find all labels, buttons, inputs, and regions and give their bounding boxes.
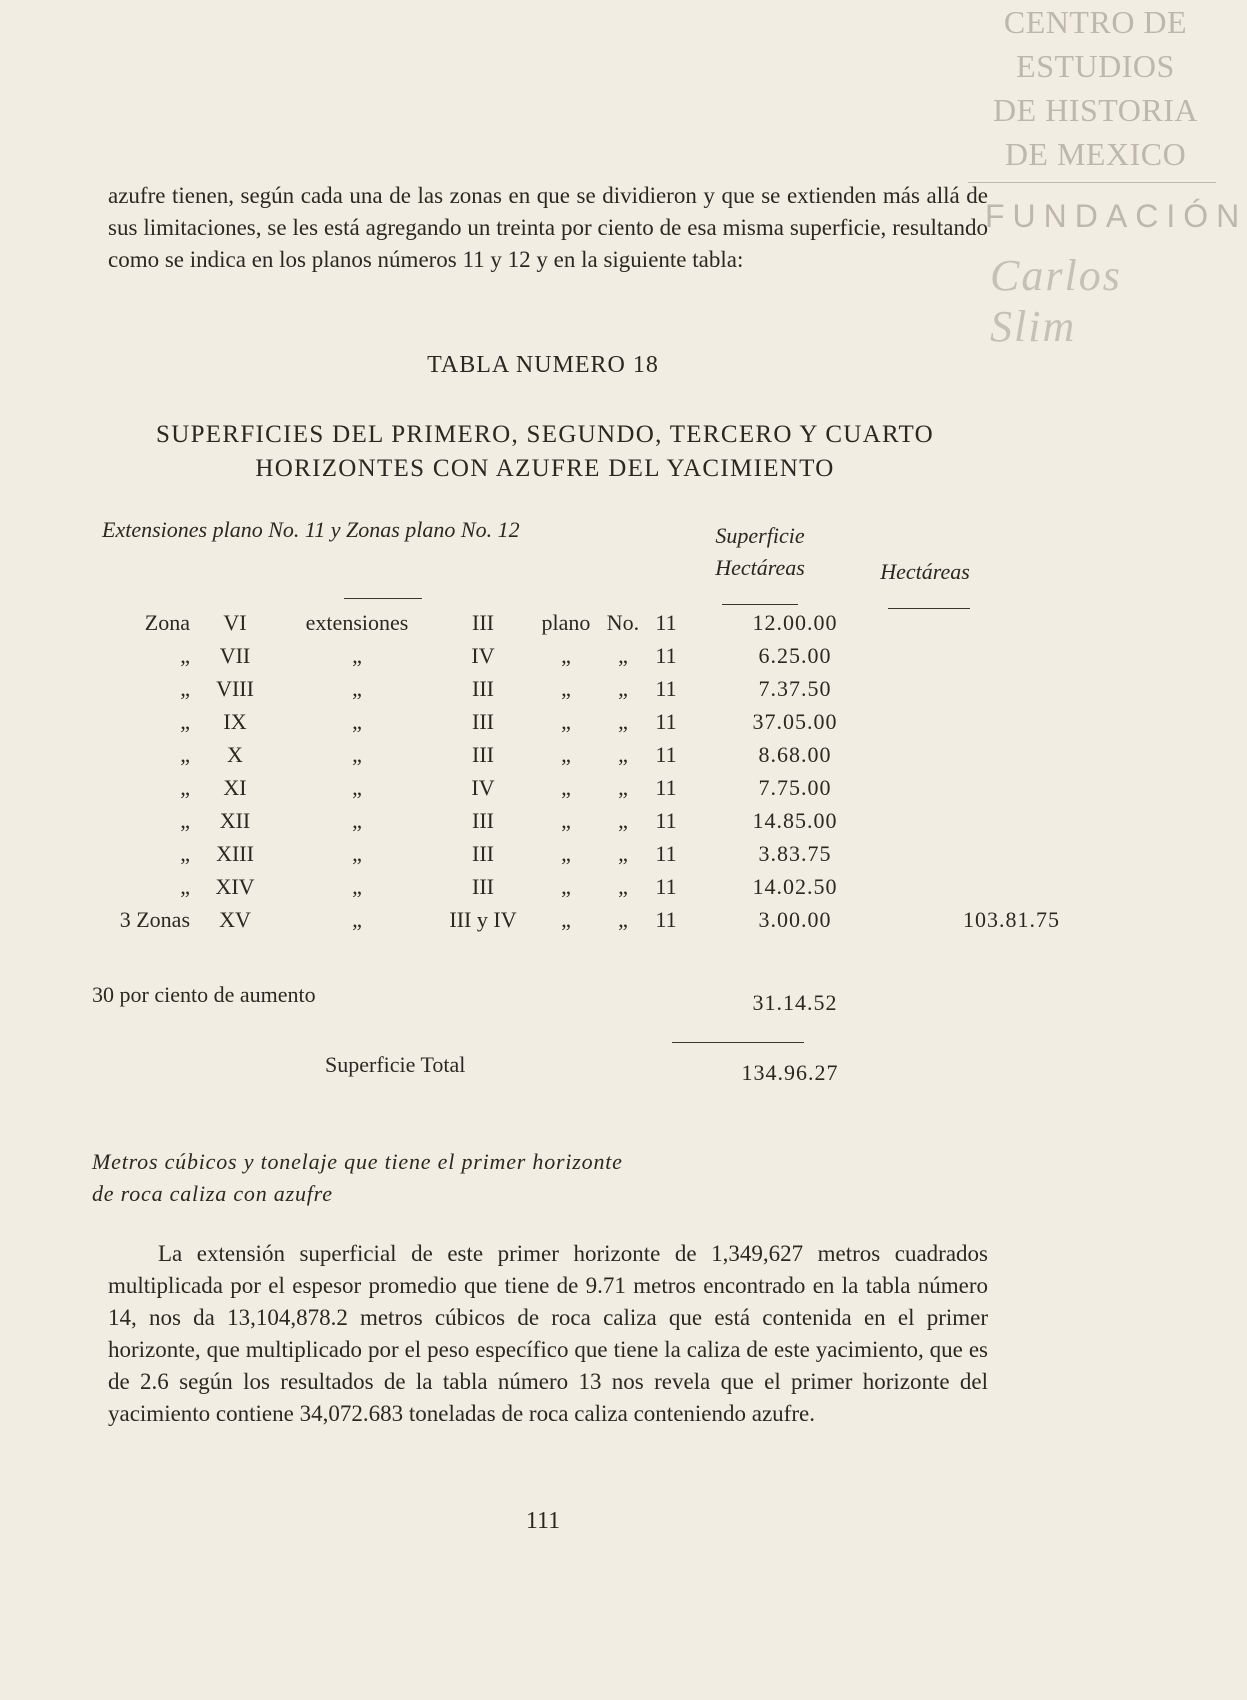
cell-plano: „ bbox=[561, 907, 571, 932]
cell-zona: „ bbox=[180, 775, 190, 800]
section-subheading bbox=[92, 1146, 623, 1210]
cell-zone-number: XI bbox=[223, 775, 247, 800]
cell-zone-number: XIII bbox=[216, 841, 254, 866]
body-paragraph-text: La extensión superficial de este primer horizonte de 1,349,627 metros cuadrados multiplicada por el espesor promedio que tiene de 9.71 metros encontrado en la tabla número 14, nos da 13,104,878.2 metros cúbicos de roca caliza que está contenida en el primer horizonte, que multiplicado por el peso específico que tiene la caliza de este yacimiento, que es de 2.6 según los resultados de la tabla número 13 nos revela que el primer horizonte del yacimiento contiene 34,072.683 toneladas de roca caliza conteniendo azufre. bbox=[108, 1241, 988, 1426]
cell-plano-number: 11 bbox=[655, 775, 677, 800]
table-row bbox=[90, 841, 990, 874]
cell-superficie: 7.37.50 bbox=[758, 676, 832, 701]
cell-zone-number: IX bbox=[223, 709, 247, 734]
cell-plano: „ bbox=[561, 709, 571, 734]
column-header-superficie bbox=[690, 520, 830, 584]
cell-extensiones: „ bbox=[352, 874, 362, 899]
table-row bbox=[90, 808, 990, 841]
column-header-superficie-line-2: Hectáreas bbox=[715, 555, 805, 580]
cell-superficie: 3.83.75 bbox=[758, 841, 832, 866]
cell-zona: „ bbox=[180, 709, 190, 734]
cell-zona: „ bbox=[180, 742, 190, 767]
table-row bbox=[90, 907, 1060, 940]
table-row bbox=[90, 874, 990, 907]
cell-superficie: 12.00.00 bbox=[752, 610, 838, 635]
watermark-fundacion: FUNDACIÓN bbox=[985, 198, 1247, 234]
cell-horizonte: III bbox=[472, 676, 494, 701]
subheading-line-1: Metros cúbicos y tonelaje que tiene el primer horizonte bbox=[92, 1149, 623, 1174]
column-header-hectareas: Hectáreas bbox=[880, 559, 970, 584]
cell-no: „ bbox=[618, 808, 628, 833]
cell-no: „ bbox=[618, 676, 628, 701]
cell-no: „ bbox=[618, 709, 628, 734]
cell-extensiones: „ bbox=[352, 676, 362, 701]
watermark-line: CENTRO DE bbox=[1003, 4, 1188, 40]
cell-extensiones: „ bbox=[352, 775, 362, 800]
cell-plano-number: 11 bbox=[655, 907, 677, 932]
table-title-line-1: SUPERFICIES DEL PRIMERO, SEGUNDO, TERCERO Y CUARTO bbox=[156, 421, 934, 448]
increase-label: 30 por ciento de aumento bbox=[92, 982, 316, 1007]
watermark-signature: Carlos Slim bbox=[990, 251, 1122, 351]
cell-horizonte: IV bbox=[471, 643, 495, 668]
cell-superficie: 3.00.00 bbox=[758, 907, 832, 932]
cell-plano: „ bbox=[561, 841, 571, 866]
table-title-line-2: HORIZONTES CON AZUFRE DEL YACIMIENTO bbox=[255, 455, 835, 482]
cell-extensiones: „ bbox=[352, 841, 362, 866]
cell-horizonte: III bbox=[472, 742, 494, 767]
cell-plano-number: 11 bbox=[655, 610, 677, 635]
cell-zona: 3 Zonas bbox=[119, 907, 190, 932]
cell-no: „ bbox=[618, 907, 628, 932]
watermark-institution bbox=[975, 0, 1216, 176]
cell-zona: „ bbox=[180, 841, 190, 866]
header-rule-extensions bbox=[344, 598, 422, 599]
cell-zona: Zona bbox=[144, 610, 190, 635]
watermark-line: ESTUDIOS bbox=[1016, 48, 1175, 84]
cell-zona: „ bbox=[180, 808, 190, 833]
column-header-superficie-line-1: Superficie bbox=[715, 523, 805, 548]
header-rule-superficie bbox=[722, 604, 798, 605]
cell-zone-number: XIV bbox=[215, 874, 255, 899]
cell-superficie: 37.05.00 bbox=[752, 709, 838, 734]
watermark-line: DE HISTORIA bbox=[993, 92, 1198, 128]
cell-no: „ bbox=[618, 775, 628, 800]
cell-extensiones: „ bbox=[352, 742, 362, 767]
cell-no: No. bbox=[606, 610, 640, 635]
cell-zone-number: VI bbox=[223, 610, 247, 635]
cell-horizonte: III bbox=[472, 709, 494, 734]
watermark-divider bbox=[968, 182, 1216, 183]
cell-extensiones: extensiones bbox=[305, 610, 409, 635]
cell-superficie: 14.02.50 bbox=[752, 874, 838, 899]
total-value: 134.96.27 bbox=[741, 1060, 839, 1085]
table-row bbox=[90, 643, 990, 676]
cell-plano-number: 11 bbox=[655, 709, 677, 734]
cell-plano: „ bbox=[561, 808, 571, 833]
cell-horizonte: IV bbox=[471, 775, 495, 800]
table-row bbox=[90, 742, 990, 775]
cell-superficie: 7.75.00 bbox=[758, 775, 832, 800]
table-row bbox=[90, 676, 990, 709]
cell-plano-number: 11 bbox=[655, 841, 677, 866]
cell-zona: „ bbox=[180, 874, 190, 899]
cell-horizonte: III y IV bbox=[449, 907, 517, 932]
cell-plano-number: 11 bbox=[655, 808, 677, 833]
cell-superficie: 6.25.00 bbox=[758, 643, 832, 668]
cell-plano: „ bbox=[561, 742, 571, 767]
cell-plano-number: 11 bbox=[655, 676, 677, 701]
table-row bbox=[90, 610, 990, 643]
cell-superficie: 8.68.00 bbox=[758, 742, 832, 767]
subheading-line-2: de roca caliza con azufre bbox=[92, 1181, 333, 1206]
cell-plano: plano bbox=[541, 610, 591, 635]
total-rule bbox=[672, 1042, 804, 1043]
cell-zone-number: VIII bbox=[216, 676, 254, 701]
cell-zone-number: XII bbox=[219, 808, 251, 833]
cell-plano-number: 11 bbox=[655, 874, 677, 899]
body-paragraph bbox=[108, 1238, 988, 1430]
table-row bbox=[90, 775, 990, 808]
intro-paragraph: azufre tienen, según cada una de las zonas en que se dividieron y que se extienden más allá de sus limitaciones, se les está agregando un treinta por ciento de esa misma superficie, resultando como se indica en los planos números 11 y 12 y en la siguiente tabla: bbox=[108, 183, 988, 272]
cell-zona: „ bbox=[180, 676, 190, 701]
cell-superficie: 14.85.00 bbox=[752, 808, 838, 833]
cell-horizonte: III bbox=[472, 808, 494, 833]
cell-plano: „ bbox=[561, 643, 571, 668]
cell-extensiones: „ bbox=[352, 808, 362, 833]
surface-table bbox=[90, 610, 1060, 940]
cell-plano: „ bbox=[561, 775, 571, 800]
cell-no: „ bbox=[618, 874, 628, 899]
cell-no: „ bbox=[618, 742, 628, 767]
cell-hectareas-total: 103.81.75 bbox=[963, 907, 1060, 932]
cell-plano: „ bbox=[561, 676, 571, 701]
cell-extensiones: „ bbox=[352, 643, 362, 668]
cell-plano: „ bbox=[561, 874, 571, 899]
table-title bbox=[100, 418, 990, 486]
cell-zone-number: VII bbox=[219, 643, 251, 668]
cell-no: „ bbox=[618, 841, 628, 866]
cell-extensiones: „ bbox=[352, 907, 362, 932]
cell-extensiones: „ bbox=[352, 709, 362, 734]
watermark-line: DE MEXICO bbox=[1004, 136, 1187, 172]
cell-zona: „ bbox=[180, 643, 190, 668]
column-header-extensions: Extensiones plano No. 11 y Zonas plano No. 12 bbox=[102, 517, 520, 542]
page-number: 111 bbox=[525, 1508, 561, 1534]
cell-no: „ bbox=[618, 643, 628, 668]
cell-plano-number: 11 bbox=[655, 742, 677, 767]
cell-horizonte: III bbox=[472, 874, 494, 899]
table-number: TABLA NUMERO 18 bbox=[427, 352, 659, 378]
table-row bbox=[90, 709, 990, 742]
cell-horizonte: III bbox=[472, 610, 494, 635]
cell-plano-number: 11 bbox=[655, 643, 677, 668]
total-label: Superficie Total bbox=[325, 1052, 466, 1077]
cell-horizonte: III bbox=[472, 841, 494, 866]
cell-zone-number: X bbox=[227, 742, 243, 767]
increase-value: 31.14.52 bbox=[752, 990, 838, 1015]
cell-zone-number: XV bbox=[219, 907, 251, 932]
header-rule-hectareas bbox=[888, 608, 970, 609]
